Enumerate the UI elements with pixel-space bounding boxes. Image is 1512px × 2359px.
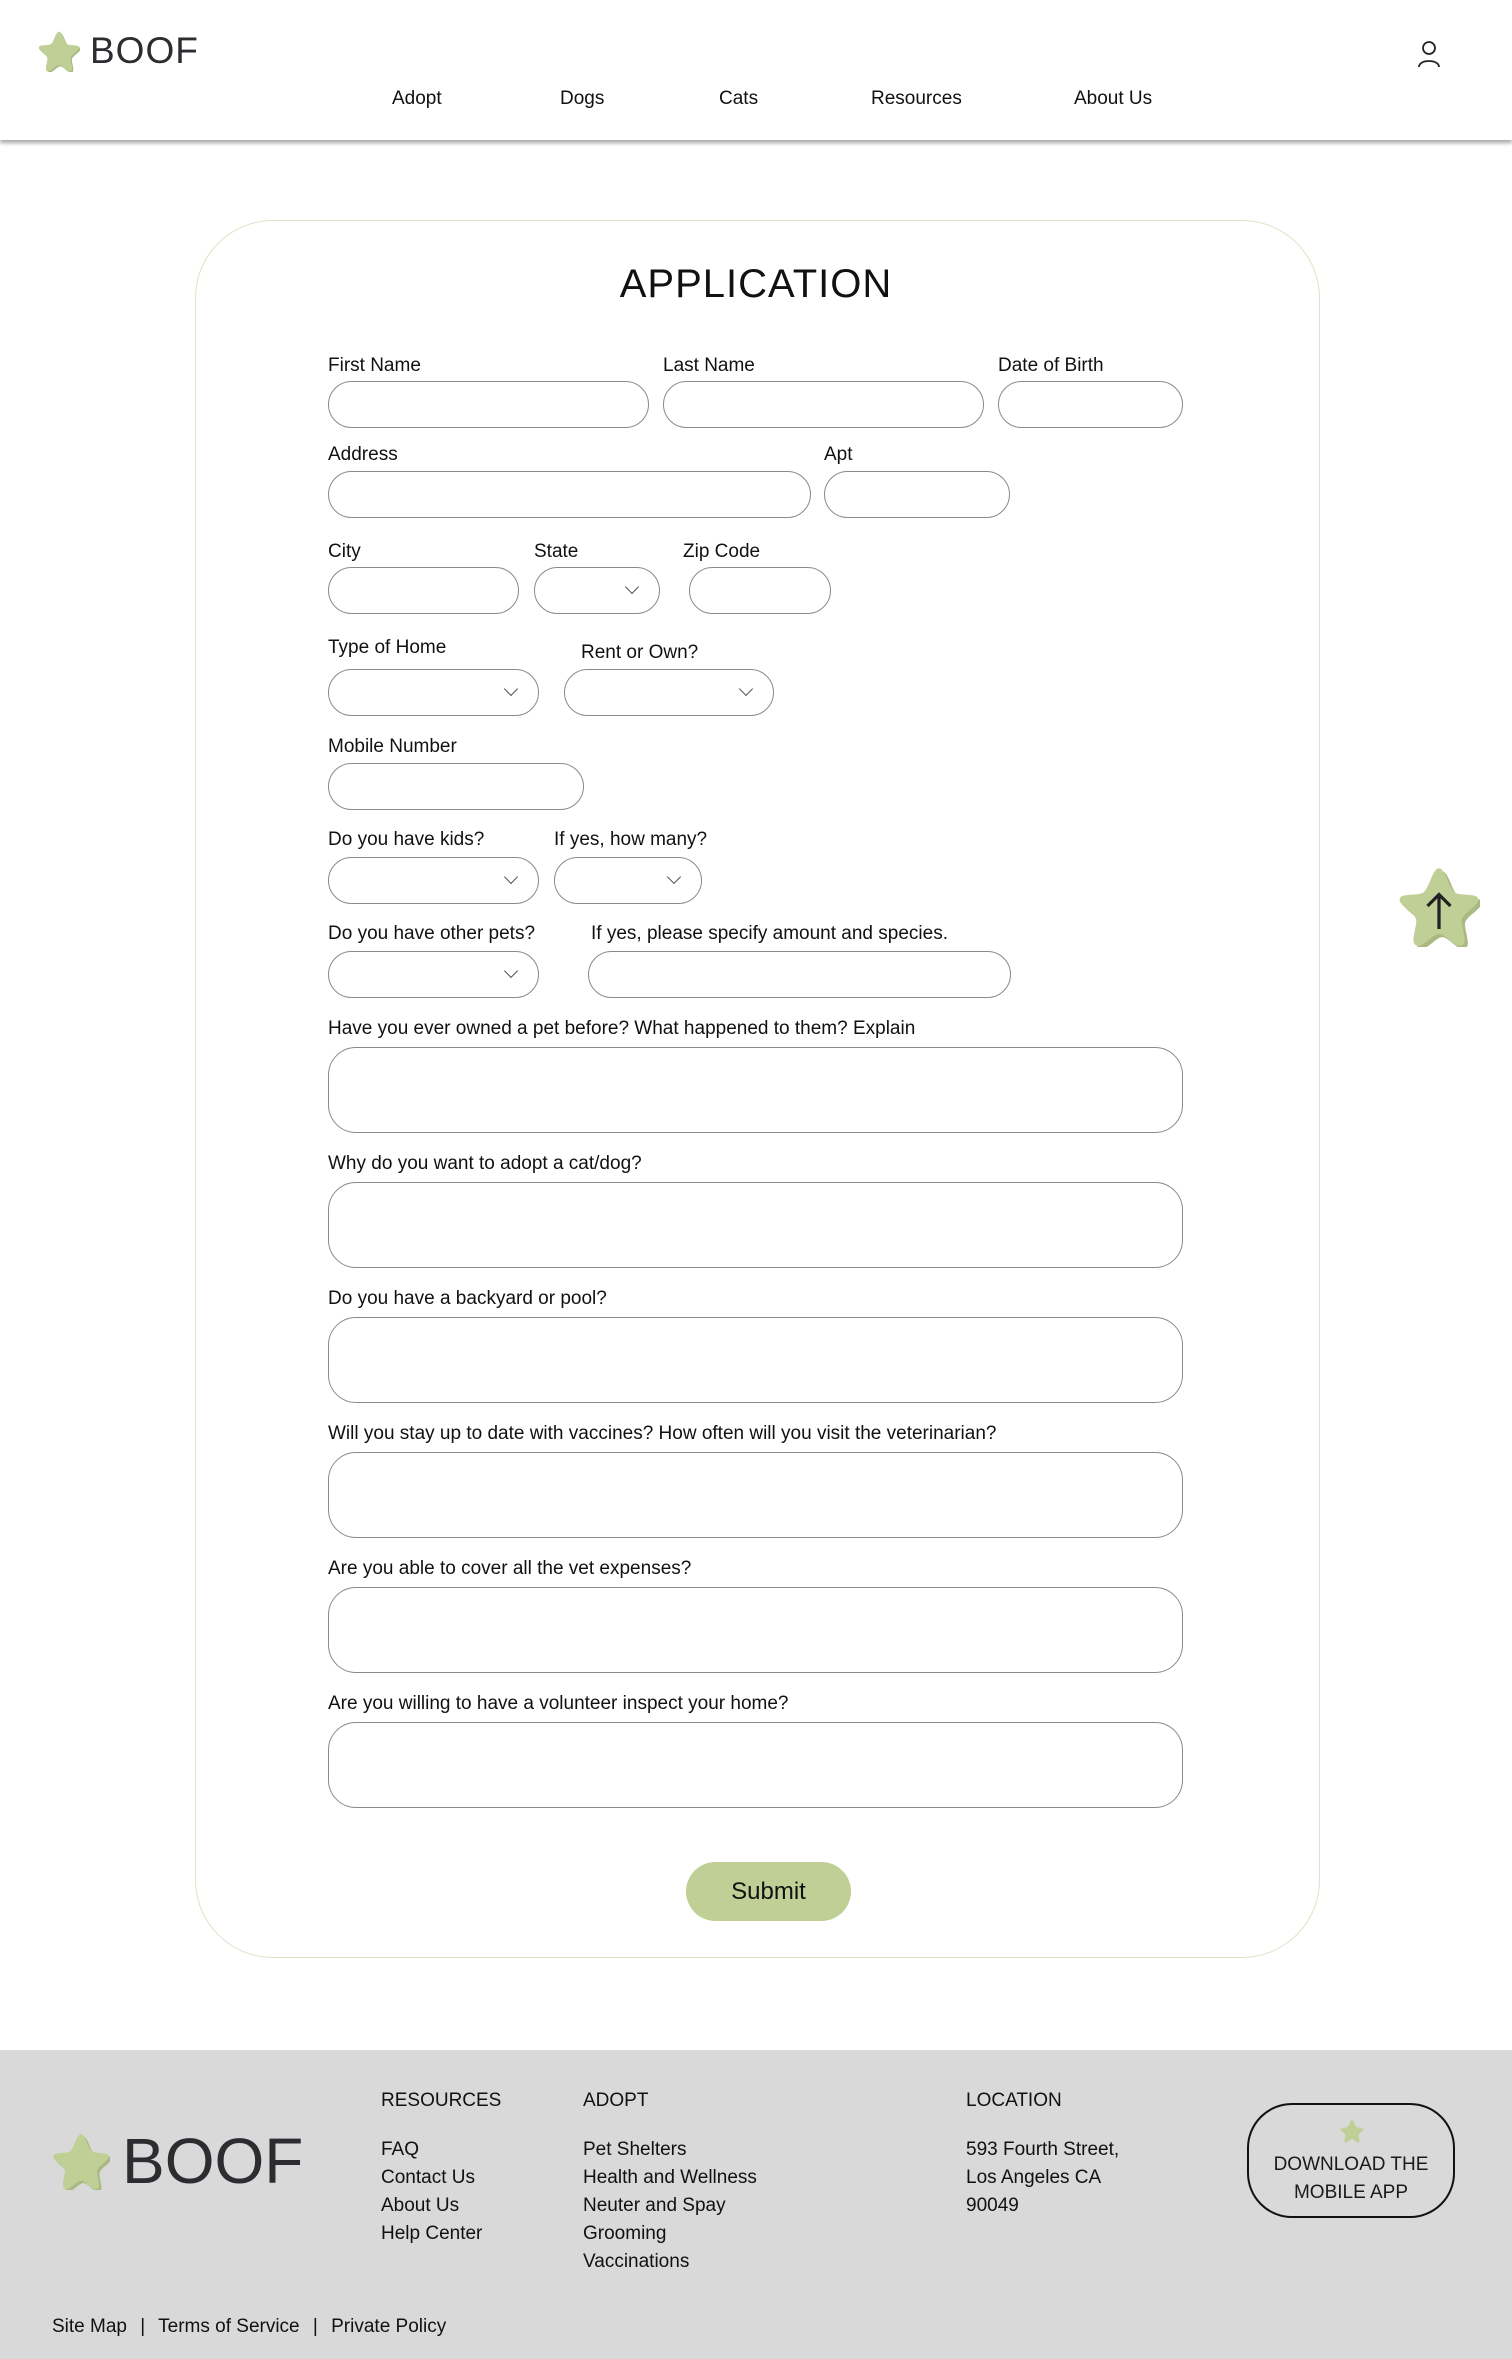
user-account-icon[interactable]: [1416, 40, 1442, 68]
first-name-input[interactable]: [328, 381, 649, 428]
terms-link[interactable]: Terms of Service: [158, 2316, 300, 2337]
footer-bottom-links: [52, 2316, 454, 2338]
footer-logo-star-icon: [52, 2132, 110, 2190]
footer-adopt-heading: ADOPT: [583, 2090, 649, 2111]
footer-link-vaccinations[interactable]: Vaccinations: [583, 2251, 690, 2272]
state-select[interactable]: [534, 567, 660, 614]
home-type-select[interactable]: [328, 669, 539, 716]
site-footer: [0, 2050, 1512, 2359]
star-icon: [1340, 2119, 1364, 2143]
home-inspection-textarea[interactable]: [328, 1722, 1183, 1808]
footer-link-faq[interactable]: FAQ: [381, 2139, 420, 2160]
pets-select[interactable]: [328, 951, 539, 998]
kids-count-label: If yes, how many?: [554, 829, 708, 850]
brand-logo[interactable]: BOOF: [90, 30, 199, 71]
kids-count-select[interactable]: [554, 857, 702, 904]
footer-link-health[interactable]: Health and Wellness: [583, 2167, 757, 2188]
pets-label: Do you have other pets?: [328, 923, 536, 944]
mobile-input[interactable]: [328, 763, 584, 810]
kids-label: Do you have kids?: [328, 829, 485, 850]
nav-cats[interactable]: Cats: [719, 88, 759, 109]
city-label: City: [328, 541, 361, 562]
rent-own-select[interactable]: [564, 669, 774, 716]
download-label: MOBILE APP: [1293, 2182, 1409, 2203]
address-line: 593 Fourth Street,: [966, 2139, 1120, 2160]
question-label: Are you able to cover all the vet expenses?: [328, 1558, 692, 1579]
backyard-textarea[interactable]: [328, 1317, 1183, 1403]
nav-about-us[interactable]: About Us: [1074, 88, 1153, 109]
nav-adopt[interactable]: Adopt: [392, 88, 442, 109]
nav-dogs[interactable]: Dogs: [560, 88, 605, 109]
question-label: Have you ever owned a pet before? What happened to them? Explain: [328, 1018, 916, 1039]
footer-resources-list: [381, 2136, 482, 2248]
footer-address: [966, 2136, 1119, 2220]
last-name-label: Last Name: [663, 355, 755, 376]
kids-select[interactable]: [328, 857, 539, 904]
site-map-link[interactable]: Site Map: [52, 2316, 127, 2337]
first-name-label: First Name: [328, 355, 421, 376]
zip-input[interactable]: [689, 567, 831, 614]
download-label: DOWNLOAD THE: [1273, 2154, 1429, 2175]
vet-expenses-textarea[interactable]: [328, 1587, 1183, 1673]
question-label: Are you willing to have a volunteer inspect your home?: [328, 1693, 789, 1714]
footer-link-neuter[interactable]: Neuter and Spay: [583, 2195, 726, 2216]
nav-resources[interactable]: Resources: [871, 88, 962, 109]
address-line: 90049: [966, 2195, 1019, 2216]
address-input[interactable]: [328, 471, 811, 518]
logo-star-icon: [38, 30, 80, 72]
footer-brand: BOOF: [122, 2125, 304, 2197]
page-title: APPLICATION: [619, 262, 893, 306]
dob-input[interactable]: [998, 381, 1183, 428]
footer-link-grooming[interactable]: Grooming: [583, 2223, 667, 2244]
last-name-input[interactable]: [663, 381, 984, 428]
pets-specify-label: If yes, please specify amount and species.: [591, 923, 948, 944]
download-app-button[interactable]: [1247, 2103, 1455, 2218]
vaccines-textarea[interactable]: [328, 1452, 1183, 1538]
footer-location-heading: LOCATION: [966, 2090, 1062, 2111]
footer-adopt-list: [583, 2136, 757, 2276]
pet-history-textarea[interactable]: [328, 1047, 1183, 1133]
site-header: [0, 0, 1512, 140]
scroll-to-top-button[interactable]: [1398, 865, 1480, 947]
home-type-label: Type of Home: [328, 637, 447, 658]
submit-button[interactable]: Submit: [686, 1862, 851, 1921]
question-label: Will you stay up to date with vaccines? How often will you visit the veterinarian?: [328, 1423, 997, 1444]
apt-label: Apt: [824, 444, 853, 465]
separator: |: [312, 2316, 318, 2337]
question-label: Why do you want to adopt a cat/dog?: [328, 1153, 642, 1174]
address-line: Los Angeles CA: [966, 2167, 1102, 2188]
footer-link-about[interactable]: About Us: [381, 2195, 460, 2216]
footer-link-shelters[interactable]: Pet Shelters: [583, 2139, 687, 2160]
pets-specify-input[interactable]: [588, 951, 1011, 998]
dob-label: Date of Birth: [998, 355, 1104, 376]
footer-link-help[interactable]: Help Center: [381, 2223, 483, 2244]
city-input[interactable]: [328, 567, 519, 614]
adopt-reason-textarea[interactable]: [328, 1182, 1183, 1268]
footer-resources-heading: RESOURCES: [381, 2090, 502, 2111]
rent-own-label: Rent or Own?: [581, 642, 699, 663]
footer-link-contact[interactable]: Contact Us: [381, 2167, 475, 2188]
mobile-label: Mobile Number: [328, 736, 457, 757]
separator: |: [140, 2316, 146, 2337]
state-label: State: [534, 541, 579, 562]
zip-label: Zip Code: [683, 541, 761, 562]
apt-input[interactable]: [824, 471, 1010, 518]
address-label: Address: [328, 444, 398, 465]
privacy-link[interactable]: Private Policy: [331, 2316, 447, 2337]
question-label: Do you have a backyard or pool?: [328, 1288, 607, 1309]
